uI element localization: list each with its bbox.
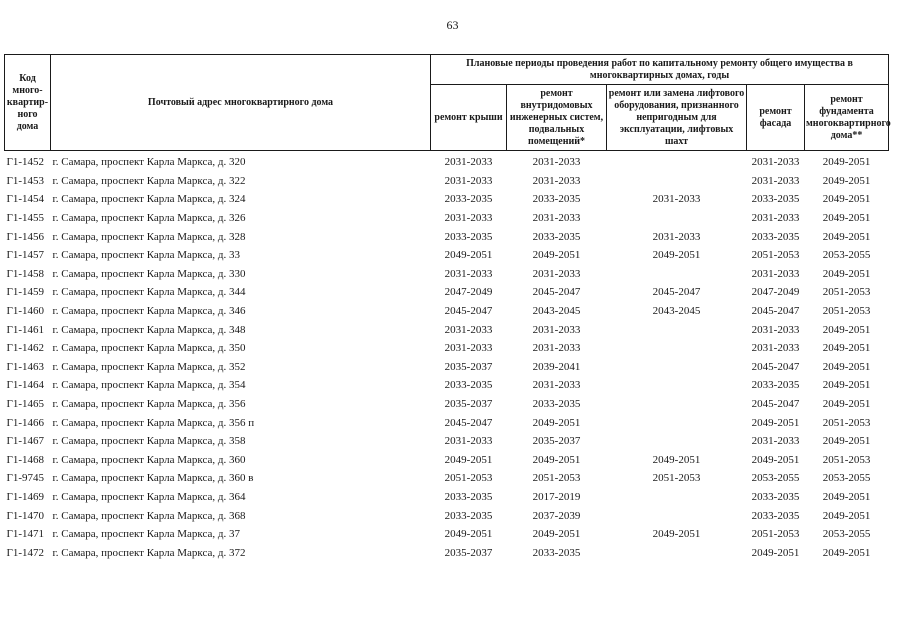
header-code: Код много-квартир-ного дома (5, 55, 51, 151)
cell-facade: 2031-2033 (751, 156, 800, 169)
cell-systems: 2033-2035 (532, 546, 581, 559)
cell-facade: 2051-2053 (751, 528, 800, 541)
cell-address: г. Самара, проспект Карла Маркса, д. 348 (52, 323, 246, 336)
cell-elevator: 2049-2051 (652, 249, 701, 262)
cell-address: г. Самара, проспект Карла Маркса, д. 320 (52, 156, 246, 169)
cell-facade: 2047-2049 (751, 286, 800, 299)
cell-roof: 2031-2033 (444, 174, 493, 187)
cell-roof: 2045-2047 (444, 305, 493, 318)
table-row (5, 209, 889, 228)
cell-roof: 2035-2037 (444, 546, 493, 559)
cell-roof: 2049-2051 (444, 249, 493, 262)
cell-code: Г1-1458 (6, 267, 45, 280)
cell-foundation: 2049-2051 (822, 212, 871, 225)
cell-systems: 2051-2053 (532, 472, 581, 485)
cell-elevator (607, 358, 747, 377)
cell-systems: 2031-2033 (532, 156, 581, 169)
cell-elevator (607, 543, 747, 562)
table-row (5, 302, 889, 321)
cell-code: Г1-1468 (6, 453, 45, 466)
cell-foundation: 2049-2051 (822, 379, 871, 392)
cell-address: г. Самара, проспект Карла Маркса, д. 33 (52, 249, 240, 262)
cell-address: г. Самара, проспект Карла Маркса, д. 368 (52, 509, 246, 522)
table-row (5, 265, 889, 284)
cell-address: г. Самара, проспект Карла Маркса, д. 330 (52, 267, 246, 280)
cell-address: г. Самара, проспект Карла Маркса, д. 360 (52, 453, 246, 466)
cell-systems: 2049-2051 (532, 416, 581, 429)
cell-elevator (607, 320, 747, 339)
cell-roof: 2035-2037 (444, 360, 493, 373)
cell-facade: 2031-2033 (751, 342, 800, 355)
cell-address: г. Самара, проспект Карла Маркса, д. 356 (52, 398, 246, 411)
cell-systems: 2017-2019 (532, 490, 581, 503)
cell-facade: 2033-2035 (751, 230, 800, 243)
cell-foundation: 2051-2053 (822, 416, 871, 429)
cell-facade: 2031-2033 (751, 174, 800, 187)
cell-address: г. Самара, проспект Карла Маркса, д. 358 (52, 435, 246, 448)
cell-address: г. Самара, проспект Карла Маркса, д. 350 (52, 342, 246, 355)
cell-systems: 2049-2051 (532, 528, 581, 541)
cell-roof: 2031-2033 (444, 435, 493, 448)
table-row (5, 339, 889, 358)
cell-address: г. Самара, проспект Карла Маркса, д. 364 (52, 490, 246, 503)
cell-systems: 2033-2035 (532, 193, 581, 206)
cell-facade: 2033-2035 (751, 193, 800, 206)
cell-facade: 2031-2033 (751, 267, 800, 280)
cell-foundation: 2049-2051 (822, 509, 871, 522)
cell-systems: 2031-2033 (532, 267, 581, 280)
cell-systems: 2037-2039 (532, 509, 581, 522)
page-number: 63 (446, 18, 459, 32)
cell-code: Г1-1464 (6, 379, 45, 392)
cell-address: г. Самара, проспект Карла Маркса, д. 354 (52, 379, 246, 392)
cell-code: Г1-1462 (6, 342, 45, 355)
cell-code: Г1-9745 (6, 472, 45, 485)
cell-elevator (607, 376, 747, 395)
cell-foundation: 2049-2051 (822, 267, 871, 280)
cell-roof: 2031-2033 (444, 156, 493, 169)
cell-elevator (607, 265, 747, 284)
cell-facade: 2049-2051 (751, 546, 800, 559)
header-address: Почтовый адрес многоквартирного дома (51, 55, 431, 151)
cell-code: Г1-1453 (6, 174, 45, 187)
cell-roof: 2031-2033 (444, 342, 493, 355)
cell-foundation: 2049-2051 (822, 360, 871, 373)
cell-roof: 2049-2051 (444, 528, 493, 541)
cell-code: Г1-1459 (6, 286, 45, 299)
table-row (5, 506, 889, 525)
cell-elevator: 2043-2045 (652, 305, 701, 318)
cell-systems: 2031-2033 (532, 379, 581, 392)
cell-foundation: 2049-2051 (822, 230, 871, 243)
cell-code: Г1-1471 (6, 528, 45, 541)
cell-systems: 2031-2033 (532, 174, 581, 187)
cell-facade: 2049-2051 (751, 453, 800, 466)
cell-facade: 2031-2033 (751, 323, 800, 336)
table-body (5, 151, 889, 563)
cell-elevator (607, 209, 747, 228)
cell-roof: 2051-2053 (444, 472, 493, 485)
cell-address: г. Самара, проспект Карла Маркса, д. 328 (52, 230, 246, 243)
cell-facade: 2053-2055 (751, 472, 800, 485)
cell-roof: 2033-2035 (444, 509, 493, 522)
table-row (5, 543, 889, 562)
cell-code: Г1-1454 (6, 193, 45, 206)
header-elevator: ремонт или замена лифтового оборудования, признанного непригодным для эксплуатации, лифтовых шахт (607, 85, 747, 151)
cell-address: г. Самара, проспект Карла Маркса, д. 356 п (52, 416, 255, 429)
cell-facade: 2033-2035 (751, 490, 800, 503)
cell-foundation: 2049-2051 (822, 546, 871, 559)
cell-roof: 2047-2049 (444, 286, 493, 299)
header-roof: ремонт крыши (431, 85, 507, 151)
cell-address: г. Самара, проспект Карла Маркса, д. 352 (52, 360, 246, 373)
table-row (5, 358, 889, 377)
cell-code: Г1-1461 (6, 323, 45, 336)
cell-address: г. Самара, проспект Карла Маркса, д. 372 (52, 546, 246, 559)
cell-code: Г1-1472 (6, 546, 45, 559)
cell-elevator: 2049-2051 (652, 453, 701, 466)
cell-code: Г1-1465 (6, 398, 45, 411)
cell-address: г. Самара, проспект Карла Маркса, д. 322 (52, 174, 246, 187)
table-row (5, 395, 889, 414)
cell-systems: 2045-2047 (532, 286, 581, 299)
cell-systems: 2043-2045 (532, 305, 581, 318)
cell-systems: 2033-2035 (532, 398, 581, 411)
cell-facade: 2033-2035 (751, 379, 800, 392)
cell-foundation: 2049-2051 (822, 156, 871, 169)
cell-elevator: 2031-2033 (652, 193, 701, 206)
cell-elevator (607, 172, 747, 191)
cell-elevator (607, 339, 747, 358)
cell-roof: 2035-2037 (444, 398, 493, 411)
cell-elevator: 2051-2053 (652, 472, 701, 485)
cell-systems: 2033-2035 (532, 230, 581, 243)
cell-roof: 2033-2035 (444, 193, 493, 206)
cell-foundation: 2049-2051 (822, 490, 871, 503)
cell-foundation: 2049-2051 (822, 398, 871, 411)
cell-code: Г1-1469 (6, 490, 45, 503)
cell-elevator: 2045-2047 (652, 286, 701, 299)
cell-elevator (607, 488, 747, 507)
cell-roof: 2033-2035 (444, 230, 493, 243)
cell-facade: 2031-2033 (751, 435, 800, 448)
cell-elevator: 2049-2051 (652, 528, 701, 541)
cell-foundation: 2051-2053 (822, 453, 871, 466)
table-row (5, 451, 889, 470)
cell-foundation: 2049-2051 (822, 193, 871, 206)
cell-roof: 2031-2033 (444, 267, 493, 280)
cell-foundation: 2051-2053 (822, 286, 871, 299)
table-row (5, 376, 889, 395)
table-row (5, 246, 889, 265)
cell-roof: 2031-2033 (444, 323, 493, 336)
cell-code: Г1-1466 (6, 416, 45, 429)
cell-facade: 2049-2051 (751, 416, 800, 429)
table-row (5, 413, 889, 432)
cell-foundation: 2049-2051 (822, 323, 871, 336)
cell-address: г. Самара, проспект Карла Маркса, д. 360 в (52, 472, 254, 485)
cell-roof: 2045-2047 (444, 416, 493, 429)
cell-foundation: 2053-2055 (822, 472, 871, 485)
cell-roof: 2033-2035 (444, 490, 493, 503)
cell-systems: 2039-2041 (532, 360, 581, 373)
cell-foundation: 2053-2055 (822, 528, 871, 541)
cell-elevator (607, 151, 747, 172)
cell-roof: 2033-2035 (444, 379, 493, 392)
cell-facade: 2051-2053 (751, 249, 800, 262)
table-row (5, 432, 889, 451)
cell-code: Г1-1452 (6, 156, 45, 169)
capital-repair-table (4, 54, 889, 562)
cell-address: г. Самара, проспект Карла Маркса, д. 326 (52, 212, 246, 225)
cell-elevator (607, 395, 747, 414)
header-periods-group: Плановые периоды проведения работ по капитальному ремонту общего имущества в многоквартирных домах, годы (431, 55, 889, 85)
cell-code: Г1-1463 (6, 360, 45, 373)
cell-address: г. Самара, проспект Карла Маркса, д. 324 (52, 193, 246, 206)
table-row (5, 469, 889, 488)
table-row (5, 227, 889, 246)
cell-code: Г1-1455 (6, 212, 45, 225)
cell-code: Г1-1467 (6, 435, 45, 448)
table-row (5, 190, 889, 209)
cell-code: Г1-1470 (6, 509, 45, 522)
table-row (5, 488, 889, 507)
cell-systems: 2031-2033 (532, 212, 581, 225)
table-row (5, 320, 889, 339)
cell-code: Г1-1457 (6, 249, 45, 262)
cell-roof: 2031-2033 (444, 212, 493, 225)
cell-foundation: 2049-2051 (822, 342, 871, 355)
cell-roof: 2049-2051 (444, 453, 493, 466)
cell-foundation: 2053-2055 (822, 249, 871, 262)
cell-address: г. Самара, проспект Карла Маркса, д. 37 (52, 528, 240, 541)
cell-facade: 2045-2047 (751, 305, 800, 318)
cell-facade: 2033-2035 (751, 509, 800, 522)
table-row (5, 172, 889, 191)
cell-address: г. Самара, проспект Карла Маркса, д. 344 (52, 286, 246, 299)
cell-elevator (607, 432, 747, 451)
cell-elevator (607, 413, 747, 432)
cell-systems: 2049-2051 (532, 249, 581, 262)
cell-foundation: 2049-2051 (822, 435, 871, 448)
cell-systems: 2031-2033 (532, 323, 581, 336)
cell-facade: 2045-2047 (751, 360, 800, 373)
cell-code: Г1-1456 (6, 230, 45, 243)
cell-elevator (607, 506, 747, 525)
header-systems: ремонт внутридомовых инженерных систем, подвальных помещений* (507, 85, 607, 151)
table-header (5, 55, 889, 151)
cell-systems: 2049-2051 (532, 453, 581, 466)
header-facade: ремонт фасада (747, 85, 805, 151)
cell-foundation: 2051-2053 (822, 305, 871, 318)
cell-code: Г1-1460 (6, 305, 45, 318)
cell-facade: 2045-2047 (751, 398, 800, 411)
cell-facade: 2031-2033 (751, 212, 800, 225)
header-foundation: ремонт фундамента многоквартирного дома** (805, 85, 889, 151)
cell-address: г. Самара, проспект Карла Маркса, д. 346 (52, 305, 246, 318)
cell-systems: 2035-2037 (532, 435, 581, 448)
table-row (5, 283, 889, 302)
cell-elevator: 2031-2033 (652, 230, 701, 243)
table-row (5, 525, 889, 544)
cell-systems: 2031-2033 (532, 342, 581, 355)
table-row (5, 151, 889, 172)
cell-foundation: 2049-2051 (822, 174, 871, 187)
